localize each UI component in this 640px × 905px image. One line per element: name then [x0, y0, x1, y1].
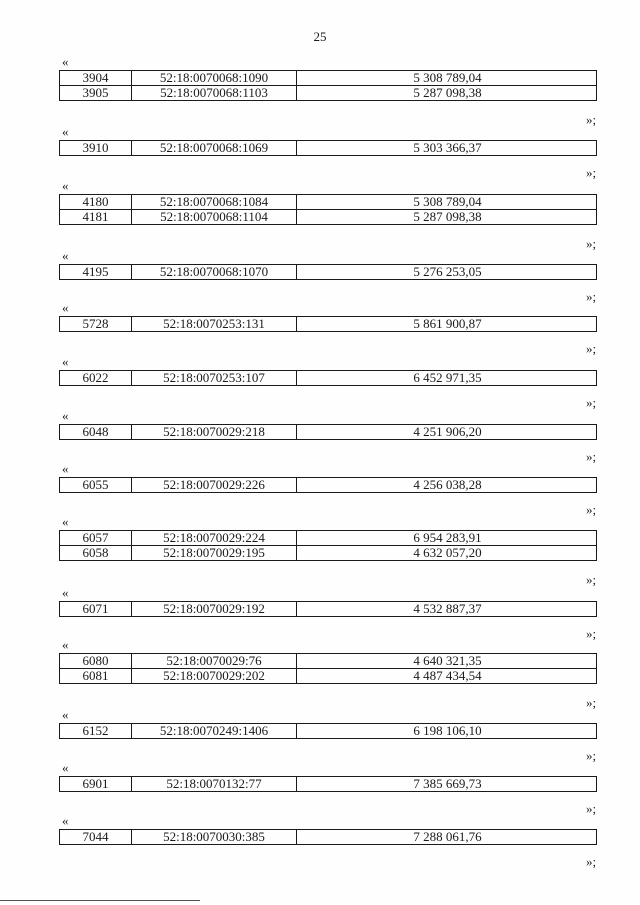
cadastral-value: 4 487 434,54	[413, 668, 482, 683]
cadastral-number: 52:18:0070253:107	[132, 371, 297, 385]
cadastral-value: 6 452 971,35	[413, 370, 482, 385]
data-table	[59, 316, 597, 332]
cadastral-value: 4 640 321,35	[413, 653, 482, 668]
cadastral-value: 5 308 789,04	[413, 70, 482, 85]
table-row	[59, 653, 597, 669]
open-quote: «	[62, 707, 69, 722]
cadastral-number: 52:18:0070132:77	[132, 777, 297, 791]
data-table	[59, 70, 597, 101]
cadastral-value: 4 251 906,20	[413, 424, 482, 439]
record-number: 3904	[60, 71, 132, 85]
open-quote: «	[62, 514, 69, 529]
record-number: 4180	[60, 195, 132, 209]
amendment-block	[0, 302, 640, 358]
cadastral-value: 7 288 061,76	[413, 829, 482, 844]
table-row	[59, 776, 597, 792]
table-row	[59, 140, 597, 156]
record-number: 6071	[60, 602, 132, 616]
data-table	[59, 723, 597, 739]
cadastral-number: 52:18:0070068:1090	[132, 71, 297, 85]
record-number: 3910	[60, 141, 132, 155]
amendment-block	[0, 56, 640, 129]
open-quote: «	[62, 813, 69, 828]
cadastral-value: 5 287 098,38	[413, 85, 482, 100]
record-number: 6081	[60, 669, 132, 683]
cadastral-value: 4 256 038,28	[413, 477, 482, 492]
data-table	[59, 370, 597, 386]
data-table	[59, 829, 597, 845]
table-row	[59, 194, 597, 210]
data-table	[59, 530, 597, 561]
cadastral-number: 52:18:0070068:1084	[132, 195, 297, 209]
amendment-block	[0, 356, 640, 412]
open-quote: «	[62, 585, 69, 600]
footer-rule	[0, 900, 200, 901]
open-quote: «	[62, 178, 69, 193]
cadastral-number: 52:18:0070029:76	[132, 654, 297, 668]
record-number: 6901	[60, 777, 132, 791]
close-quote: »;	[586, 502, 597, 517]
close-quote: »;	[586, 695, 597, 710]
cadastral-value: 4 532 887,37	[413, 601, 482, 616]
record-number: 6022	[60, 371, 132, 385]
record-number: 4181	[60, 210, 132, 224]
table-row	[59, 669, 597, 684]
close-quote: »;	[586, 854, 597, 869]
open-quote: «	[62, 760, 69, 775]
record-number: 6152	[60, 724, 132, 738]
table-row	[59, 477, 597, 493]
cadastral-number: 52:18:0070029:202	[132, 669, 297, 683]
data-table	[59, 776, 597, 792]
close-quote: »;	[586, 341, 597, 356]
open-quote: «	[62, 54, 69, 69]
amendment-block	[0, 639, 640, 712]
record-number: 6058	[60, 546, 132, 560]
cadastral-number: 52:18:0070068:1104	[132, 210, 297, 224]
open-quote: «	[62, 408, 69, 423]
record-number: 7044	[60, 830, 132, 844]
open-quote: «	[62, 124, 69, 139]
close-quote: »;	[586, 449, 597, 464]
open-quote: «	[62, 461, 69, 476]
table-row	[59, 723, 597, 739]
data-table	[59, 477, 597, 493]
amendment-block	[0, 587, 640, 643]
amendment-block	[0, 516, 640, 589]
close-quote: »;	[586, 236, 597, 251]
table-row	[59, 264, 597, 280]
cadastral-number: 52:18:0070068:1070	[132, 265, 297, 279]
record-number: 3905	[60, 86, 132, 100]
table-row	[59, 601, 597, 617]
cadastral-number: 52:18:0070068:1069	[132, 141, 297, 155]
table-row	[59, 70, 597, 86]
cadastral-value: 5 276 253,05	[413, 264, 482, 279]
record-number: 5728	[60, 317, 132, 331]
record-number: 6055	[60, 478, 132, 492]
table-row	[59, 424, 597, 440]
data-table	[59, 140, 597, 156]
amendment-block	[0, 410, 640, 466]
amendment-block	[0, 709, 640, 765]
table-row	[59, 316, 597, 332]
cadastral-value: 6 954 283,91	[413, 530, 482, 545]
open-quote: «	[62, 354, 69, 369]
data-table	[59, 194, 597, 225]
data-table	[59, 601, 597, 617]
data-table	[59, 653, 597, 684]
data-table	[59, 264, 597, 280]
close-quote: »;	[586, 626, 597, 641]
table-row	[59, 210, 597, 225]
amendment-block	[0, 250, 640, 306]
record-number: 6080	[60, 654, 132, 668]
page-number: 25	[313, 29, 327, 44]
cadastral-value: 6 198 106,10	[413, 723, 482, 738]
cadastral-value: 4 632 057,20	[413, 545, 482, 560]
close-quote: »;	[586, 572, 597, 587]
cadastral-number: 52:18:0070249:1406	[132, 724, 297, 738]
cadastral-number: 52:18:0070029:226	[132, 478, 297, 492]
cadastral-value: 5 287 098,38	[413, 209, 482, 224]
cadastral-number: 52:18:0070029:218	[132, 425, 297, 439]
close-quote: »;	[586, 165, 597, 180]
close-quote: »;	[586, 395, 597, 410]
cadastral-value: 5 861 900,87	[413, 316, 482, 331]
table-row	[59, 530, 597, 546]
record-number: 4195	[60, 265, 132, 279]
close-quote: »;	[586, 112, 597, 127]
cadastral-value: 7 385 669,73	[413, 776, 482, 791]
close-quote: »;	[586, 289, 597, 304]
data-table	[59, 424, 597, 440]
table-row	[59, 370, 597, 386]
open-quote: «	[62, 300, 69, 315]
cadastral-number: 52:18:0070068:1103	[132, 86, 297, 100]
cadastral-number: 52:18:0070253:131	[132, 317, 297, 331]
amendment-block	[0, 180, 640, 253]
close-quote: »;	[586, 748, 597, 763]
record-number: 6057	[60, 531, 132, 545]
open-quote: «	[62, 248, 69, 263]
amendment-block	[0, 463, 640, 519]
cadastral-value: 5 303 366,37	[413, 140, 482, 155]
cadastral-number: 52:18:0070029:224	[132, 531, 297, 545]
record-number: 6048	[60, 425, 132, 439]
cadastral-number: 52:18:0070029:195	[132, 546, 297, 560]
close-quote: »;	[586, 801, 597, 816]
amendment-block	[0, 815, 640, 871]
table-row	[59, 546, 597, 561]
table-row	[59, 829, 597, 845]
table-row	[59, 86, 597, 101]
amendment-block	[0, 762, 640, 818]
cadastral-number: 52:18:0070029:192	[132, 602, 297, 616]
cadastral-value: 5 308 789,04	[413, 194, 482, 209]
amendment-block	[0, 126, 640, 182]
cadastral-number: 52:18:0070030:385	[132, 830, 297, 844]
open-quote: «	[62, 637, 69, 652]
